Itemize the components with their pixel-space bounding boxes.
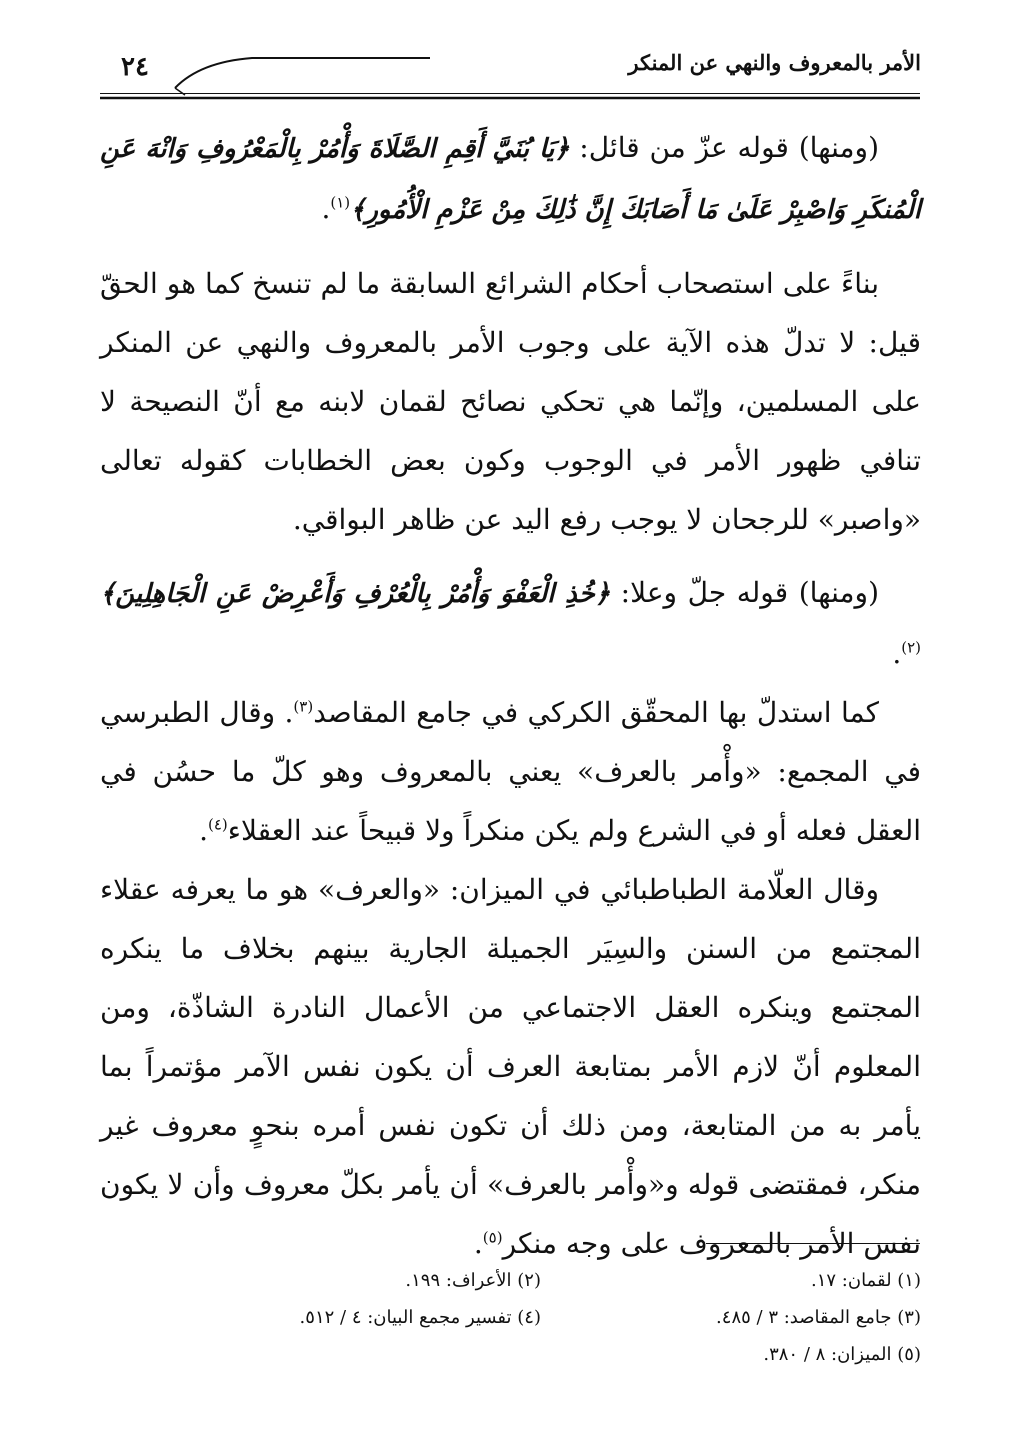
footnotes [100, 1262, 921, 1373]
footnote-2: (٢) الأعراف: ١٩٩. [405, 1270, 541, 1291]
footnote-row [100, 1262, 921, 1299]
paragraph-1-end: . [321, 192, 331, 225]
paragraph-4-part-b: . وقال الطبرسي في المجمع: «وأْمر بالعرف» يعني بالمعروف وهو كلّ ما حسُن في العقل فعله أو في الشرع ولم يكن منكراً ولا قبيحاً عند العقلاء [100, 696, 921, 847]
paragraph-1 [100, 118, 921, 240]
paragraph-2: بناءً على استصحاب أحكام الشرائع السابقة ما لم تنسخ كما هو الحقّ قيل: لا تدلّ هذه الآية على وجوب الأمر بالمعروف والنهي عن المنكر على المسلمين، وإنّما هي تحكي نصائح لقمان لابنه مع أنّ النصيحة لا تنافي ظهور الأمر في الوجوب وكون بعض الخطابات كقوله تعالى «واصبر» للرجحان لا يوجب رفع اليد عن ظاهر البواقي. [100, 267, 921, 536]
quran-verse-luqman: ﴿يَا بُنَيَّ أَقِمِ الصَّلَاةَ وَأْمُرْ بِالْمَعْرُوفِ وَانْهَ عَنِ الْمُنكَرِ وَاصْبِرْ عَلَىٰ مَا أَصَابَكَ إِنَّ ذَٰلِكَ مِنْ عَزْمِ الْأُمُورِ﴾ [100, 134, 921, 225]
footnote-row [100, 1336, 921, 1373]
paragraph-4 [100, 683, 921, 860]
footnote-ref-4: (٤) [208, 815, 228, 834]
footnote-rule [706, 1243, 920, 1244]
body-text [100, 118, 921, 1273]
paragraph-5 [100, 860, 921, 1273]
paragraph-1-intro: (ومنها) قوله عزّ من قائل: [569, 131, 879, 164]
paragraph-5-text: وقال العلّامة الطباطبائي في الميزان: «والعرف» هو ما يعرفه عقلاء المجتمع من السنن والسِيَر الجميلة الجارية بينهم بخلاف ما ينكره المجتمع وينكره العقل الاجتماعي من الأعمال النادرة الشاذّة، ومن المعلوم أنّ لازم الأمر بمتابعة العرف أن يكون نفس الآمر مؤتمراً بما يأمر به من المتابعة، ومن ذلك أن تكون نفس أمره بنحوٍ معروف غير منكر، فمقتضى قوله و«وأْمر بالعرف» أن يأمر بكلّ معروف وأن لا يكون نفس الأمر بالمعروف على وجه منكر [100, 873, 921, 1260]
paragraph-3-end: . [892, 637, 902, 670]
footnote-ref-3: (٣) [293, 697, 314, 716]
footnote-ref-5: (٥) [482, 1228, 503, 1247]
footnote-ref-1: (١) [330, 193, 351, 212]
footnote-4: (٤) تفسير مجمع البيان: ٤ / ٥١٢. [299, 1307, 541, 1328]
footnote-5: (٥) الميزان: ٨ / ٣٨٠. [763, 1344, 921, 1365]
footnote-1: (١) لقمان: ١٧. [810, 1270, 921, 1291]
header-rule [0, 0, 1021, 110]
paragraph-3-intro: (ومنها) قوله جلّ وعلا: [610, 576, 879, 609]
running-title: الأمر بالمعروف والنهي عن المنكر [628, 50, 921, 75]
paragraph-3 [100, 563, 921, 683]
footnote-3: (٣) جامع المقاصد: ٣ / ٤٨٥. [716, 1307, 921, 1328]
page-number: ٢٤ [121, 52, 149, 82]
footnote-ref-2: (٢) [901, 638, 921, 657]
paragraph-4-end: . [199, 814, 208, 847]
quran-verse-araf: ﴿خُذِ الْعَفْوَ وَأْمُرْ بِالْعُرْفِ وَأَعْرِضْ عَنِ الْجَاهِلِينَ﴾ [100, 579, 611, 609]
paragraph-5-end: . [473, 1227, 483, 1260]
paragraph-4-part-a: كما استدلّ بها المحقّق الكركي في جامع المقاصد [313, 696, 879, 729]
footnote-row [100, 1299, 921, 1336]
